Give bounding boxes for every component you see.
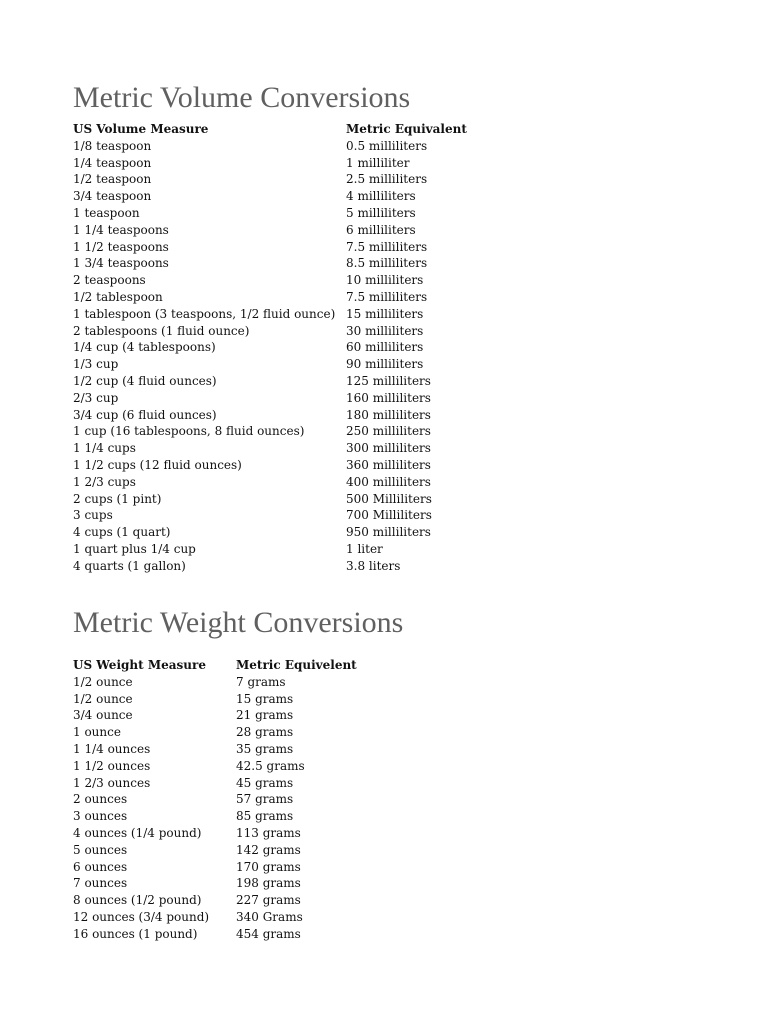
us-measure-cell: 3/4 ounce: [73, 708, 133, 723]
us-measure-cell: 8 ounces (1/2 pound): [73, 893, 202, 908]
metric-value-cell: 45 grams: [236, 775, 294, 790]
table-row: [73, 724, 403, 741]
us-measure-cell: 1/4 cup (4 tablespoons): [73, 340, 216, 355]
us-measure-cell: 1 1/2 ounces: [73, 758, 151, 773]
us-measure-cell: 5 ounces: [73, 842, 128, 857]
table-row: [73, 356, 467, 373]
volume-table-body: [73, 138, 467, 575]
metric-value-cell: 1 liter: [346, 541, 383, 556]
table-row: [73, 339, 467, 356]
metric-value-cell: 400 milliliters: [346, 474, 431, 489]
us-measure-cell: 2 cups (1 pint): [73, 491, 162, 506]
table-row: [73, 239, 467, 256]
us-measure-cell: 2 ounces: [73, 792, 128, 807]
table-row: [73, 775, 403, 792]
table-row: [73, 255, 467, 272]
metric-value-cell: 5 milliliters: [346, 205, 416, 220]
table-row: [73, 558, 467, 575]
metric-value-cell: 21 grams: [236, 708, 294, 723]
table-row: [73, 171, 467, 188]
us-measure-cell: 3 ounces: [73, 809, 128, 824]
metric-value-cell: 35 grams: [236, 741, 294, 756]
us-measure-cell: 3/4 teaspoon: [73, 189, 152, 204]
metric-value-cell: 15 grams: [236, 691, 294, 706]
table-row: [73, 323, 467, 340]
us-measure-cell: 1/2 ounce: [73, 691, 133, 706]
us-measure-cell: 3 cups: [73, 508, 113, 523]
us-measure-cell: 16 ounces (1 pound): [73, 926, 198, 941]
metric-value-cell: 160 milliliters: [346, 390, 431, 405]
metric-value-cell: 170 grams: [236, 859, 301, 874]
us-measure-cell: 1 3/4 teaspoons: [73, 256, 169, 271]
metric-value-cell: 85 grams: [236, 809, 294, 824]
us-measure-cell: 1/2 cup (4 fluid ounces): [73, 373, 217, 388]
us-measure-cell: 12 ounces (3/4 pound): [73, 909, 210, 924]
metric-value-cell: 1 milliliter: [346, 155, 410, 170]
metric-value-cell: 57 grams: [236, 792, 294, 807]
metric-value-cell: 360 milliliters: [346, 457, 431, 472]
metric-value-cell: 60 milliliters: [346, 340, 424, 355]
us-measure-cell: 7 ounces: [73, 876, 128, 891]
us-measure-cell: 1/8 teaspoon: [73, 138, 152, 153]
metric-value-cell: 15 milliliters: [346, 306, 424, 321]
us-measure-cell: 1 1/4 teaspoons: [73, 222, 169, 237]
metric-value-cell: 8.5 milliliters: [346, 256, 428, 271]
us-measure-cell: 1 cup (16 tablespoons, 8 fluid ounces): [73, 424, 305, 439]
us-measure-cell: 1 quart plus 1/4 cup: [73, 541, 196, 556]
us-weight-measure-header: US Weight Measure: [73, 658, 206, 672]
volume-conversions-title: Metric Volume Conversions: [73, 81, 411, 114]
us-measure-cell: 4 ounces (1/4 pound): [73, 825, 202, 840]
metric-value-cell: 500 Milliliters: [346, 491, 432, 506]
table-row: [73, 272, 467, 289]
metric-value-cell: 250 milliliters: [346, 424, 431, 439]
us-measure-cell: 1 ounce: [73, 725, 121, 740]
table-row: [73, 758, 403, 775]
us-measure-cell: 1/2 teaspoon: [73, 172, 152, 187]
metric-equivalent-header: Metric Equivalent: [346, 122, 467, 136]
us-measure-cell: 1 2/3 cups: [73, 474, 136, 489]
table-row: [73, 825, 403, 842]
table-row: [73, 859, 403, 876]
us-measure-cell: 1 1/2 cups (12 fluid ounces): [73, 457, 242, 472]
metric-value-cell: 113 grams: [236, 825, 301, 840]
metric-value-cell: 0.5 milliliters: [346, 138, 428, 153]
metric-value-cell: 2.5 milliliters: [346, 172, 428, 187]
metric-value-cell: 3.8 liters: [346, 558, 401, 573]
table-row: [73, 909, 403, 926]
metric-value-cell: 42.5 grams: [236, 758, 305, 773]
us-measure-cell: 4 quarts (1 gallon): [73, 558, 186, 573]
table-row: [73, 541, 467, 558]
metric-value-cell: 28 grams: [236, 725, 294, 740]
metric-value-cell: 142 grams: [236, 842, 301, 857]
table-row: [73, 707, 403, 724]
table-row: [73, 390, 467, 407]
us-measure-cell: 6 ounces: [73, 859, 128, 874]
table-row: [73, 457, 467, 474]
metric-value-cell: 4 milliliters: [346, 189, 416, 204]
table-row: [73, 691, 403, 708]
metric-value-cell: 340 Grams: [236, 909, 303, 924]
metric-value-cell: 300 milliliters: [346, 441, 431, 456]
us-measure-cell: 1/2 ounce: [73, 674, 133, 689]
volume-conversions-table: [73, 121, 467, 575]
table-row: [73, 524, 467, 541]
table-row: [73, 474, 467, 491]
us-measure-cell: 2/3 cup: [73, 390, 119, 405]
table-row: [73, 205, 467, 222]
table-row: [73, 373, 467, 390]
table-row: [73, 507, 467, 524]
table-row: [73, 491, 467, 508]
metric-value-cell: 30 milliliters: [346, 323, 424, 338]
table-row: [73, 741, 403, 758]
volume-conversions-section: [73, 81, 467, 575]
us-measure-cell: 2 tablespoons (1 fluid ounce): [73, 323, 250, 338]
table-row: [73, 674, 403, 691]
metric-value-cell: 90 milliliters: [346, 357, 424, 372]
us-measure-cell: 1 2/3 ounces: [73, 775, 151, 790]
table-row: [73, 138, 467, 155]
us-measure-cell: 1 1/2 teaspoons: [73, 239, 169, 254]
table-row: [73, 289, 467, 306]
table-row: [73, 440, 467, 457]
us-measure-cell: 4 cups (1 quart): [73, 525, 171, 540]
table-row: [73, 155, 467, 172]
metric-value-cell: 950 milliliters: [346, 525, 431, 540]
weight-conversions-table: [73, 657, 403, 943]
metric-value-cell: 198 grams: [236, 876, 301, 891]
us-measure-cell: 1 1/4 cups: [73, 441, 136, 456]
table-row: [73, 222, 467, 239]
volume-table-header: [73, 121, 467, 138]
metric-value-cell: 7.5 milliliters: [346, 289, 428, 304]
us-measure-cell: 1 tablespoon (3 teaspoons, 1/2 fluid ounce): [73, 306, 336, 321]
us-measure-cell: 1 teaspoon: [73, 205, 140, 220]
table-row: [73, 892, 403, 909]
table-row: [73, 791, 403, 808]
weight-conversions-title: Metric Weight Conversions: [73, 606, 404, 639]
us-measure-cell: 1/4 teaspoon: [73, 155, 152, 170]
weight-conversions-section: [73, 606, 403, 943]
us-volume-measure-header: US Volume Measure: [73, 122, 209, 136]
metric-value-cell: 6 milliliters: [346, 222, 416, 237]
us-measure-cell: 1/2 tablespoon: [73, 289, 163, 304]
metric-value-cell: 7.5 milliliters: [346, 239, 428, 254]
us-measure-cell: 1 1/4 ounces: [73, 741, 151, 756]
us-measure-cell: 3/4 cup (6 fluid ounces): [73, 407, 217, 422]
table-row: [73, 875, 403, 892]
metric-value-cell: 454 grams: [236, 926, 301, 941]
metric-value-cell: 227 grams: [236, 893, 301, 908]
us-measure-cell: 2 teaspoons: [73, 273, 146, 288]
table-row: [73, 306, 467, 323]
metric-value-cell: 125 milliliters: [346, 373, 431, 388]
metric-value-cell: 7 grams: [236, 674, 286, 689]
table-row: [73, 407, 467, 424]
metric-equivalent-header: Metric Equivelent: [236, 658, 357, 672]
metric-value-cell: 700 Milliliters: [346, 508, 432, 523]
metric-value-cell: 180 milliliters: [346, 407, 431, 422]
table-row: [73, 808, 403, 825]
weight-table-body: [73, 674, 403, 943]
table-row: [73, 188, 467, 205]
table-row: [73, 842, 403, 859]
table-row: [73, 926, 403, 943]
weight-table-header: [73, 657, 403, 674]
table-row: [73, 423, 467, 440]
us-measure-cell: 1/3 cup: [73, 357, 119, 372]
metric-value-cell: 10 milliliters: [346, 273, 424, 288]
